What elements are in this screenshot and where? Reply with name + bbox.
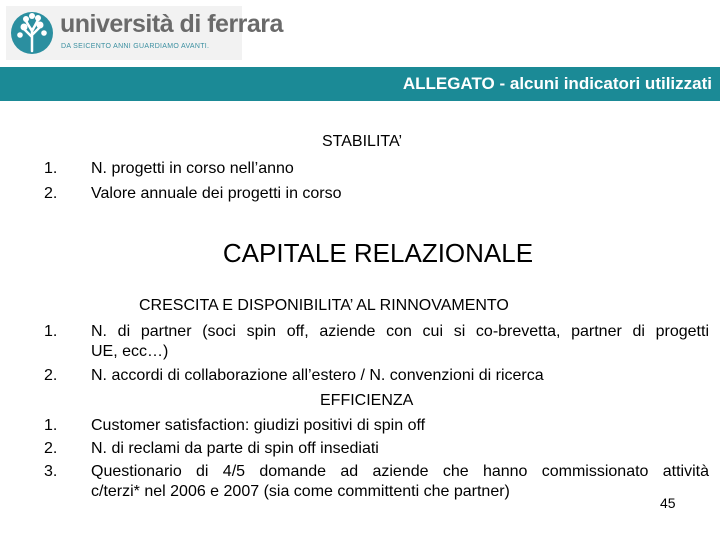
efficienza-heading: EFFICIENZA bbox=[320, 392, 414, 409]
crescita-heading: CRESCITA E DISPONIBILITA’ AL RINNOVAMENTO bbox=[139, 297, 509, 314]
list-number: 2. bbox=[44, 440, 58, 457]
list-item: N. accordi di collaborazione all’estero / N. convenzioni di ricerca bbox=[91, 367, 544, 384]
list-item: N. di partner (soci spin off, aziende con cui si co-brevetta, partner di progetti bbox=[91, 323, 709, 340]
list-item-continuation: c/terzi* nel 2006 e 2007 (sia come committenti che partner) bbox=[91, 483, 510, 500]
list-item: N. di reclami da parte di spin off insediati bbox=[91, 440, 379, 457]
header-title: ALLEGATO - alcuni indicatori utilizzati bbox=[402, 74, 712, 93]
tree-emblem-icon bbox=[10, 9, 54, 57]
list-item: Questionario di 4/5 domande ad aziende che hanno commissionato attività bbox=[91, 463, 709, 480]
list-number: 2. bbox=[44, 367, 58, 384]
header-band bbox=[0, 67, 720, 101]
list-item: Valore annuale dei progetti in corso bbox=[91, 185, 342, 202]
section-title: CAPITALE RELAZIONALE bbox=[222, 238, 534, 268]
logo-tagline: DA SEICENTO ANNI GUARDIAMO AVANTI. bbox=[61, 43, 210, 50]
list-number: 2. bbox=[44, 185, 58, 202]
list-item-continuation: UE, ecc…) bbox=[91, 343, 169, 360]
university-logo bbox=[6, 6, 283, 60]
list-number: 1. bbox=[44, 323, 58, 340]
list-number: 3. bbox=[44, 463, 58, 480]
list-number: 1. bbox=[44, 417, 58, 434]
list-item: N. progetti in corso nell’anno bbox=[91, 160, 294, 177]
stabilita-heading: STABILITA’ bbox=[322, 133, 403, 150]
page-number: 45 bbox=[660, 495, 676, 511]
list-item: Customer satisfaction: giudizi positivi di spin off bbox=[91, 417, 426, 434]
list-number: 1. bbox=[44, 160, 58, 177]
logo-name: università di ferrara bbox=[60, 10, 283, 38]
